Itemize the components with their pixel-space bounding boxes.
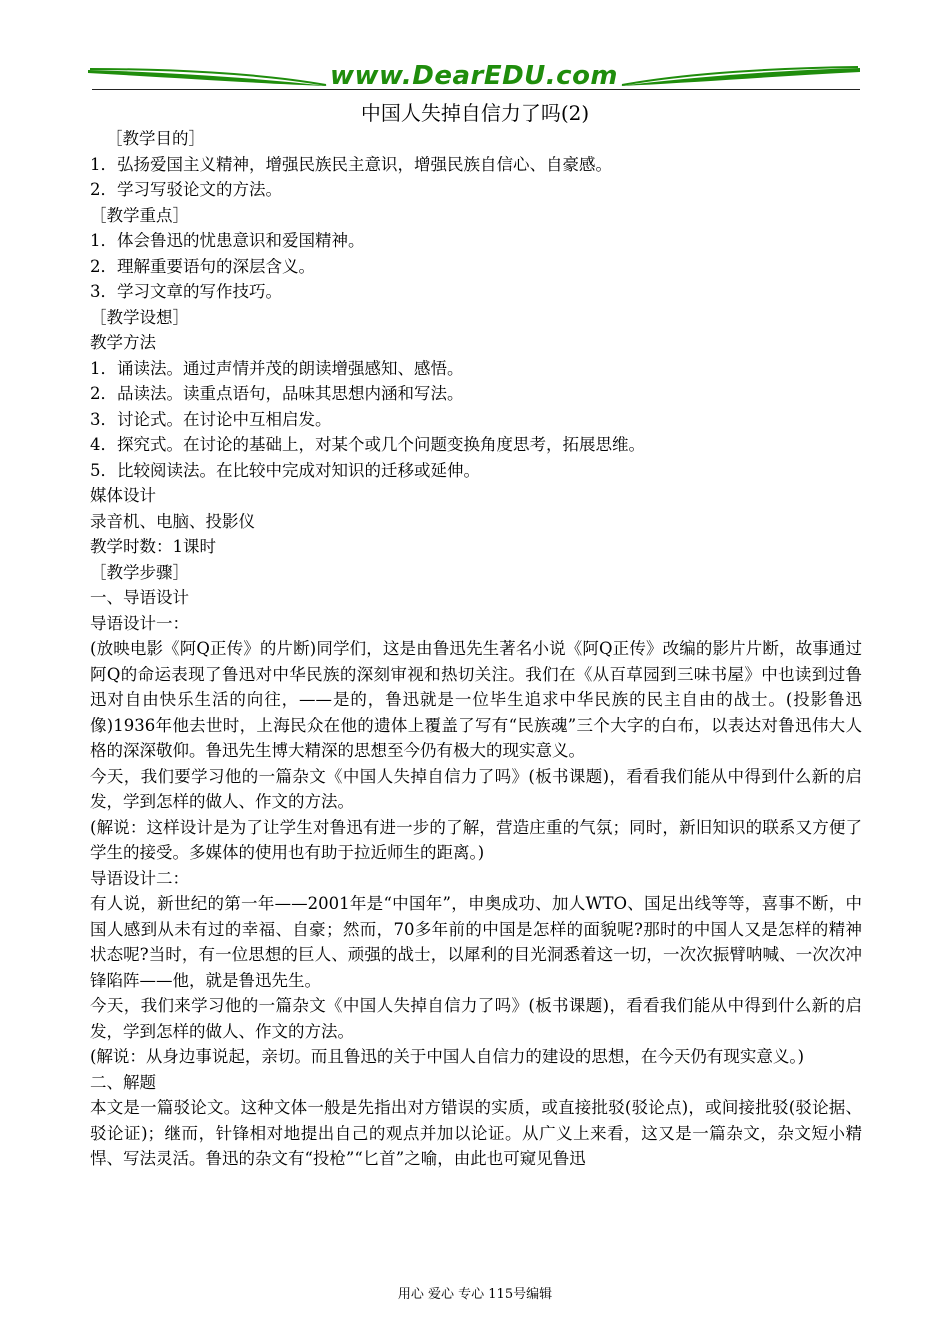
paragraph: 二、解题 [90, 1072, 156, 1092]
paragraph: 1．弘扬爱国主义精神，增强民族民主意识，增强民族自信心、自豪感。 [90, 154, 612, 174]
paragraph: 今天，我们来学习他的一篇杂文《中国人失掉自信力了吗》(板书课题)，看看我们能从中得到什么新的启发，学到怎样的做人、作文的方法。 [90, 996, 862, 1041]
section-heading: ［教学重点］ [90, 205, 189, 225]
paragraph: 5．比较阅读法。在比较中完成对知识的迁移或延伸。 [90, 460, 480, 480]
paragraph: 2．学习写驳论文的方法。 [90, 180, 282, 199]
paragraph: 媒体设计 [90, 486, 156, 505]
page-footer: 用心 爱心 专心 115号编辑 [397, 1287, 553, 1302]
paragraph: 2．理解重要语句的深层含义。 [90, 256, 315, 276]
paragraph: 2．品读法。读重点语句，品味其思想内涵和写法。 [90, 384, 464, 403]
section-heading: ［教学目的］ [106, 129, 205, 148]
paragraph: 录音机、电脑、投影仪 [90, 511, 255, 531]
section-heading: ［教学步骤］ [90, 562, 189, 582]
document-title: 中国人失掉自信力了吗(2) [360, 101, 590, 125]
paragraph: 今天，我们要学习他的一篇杂文《中国人失掉自信力了吗》(板书课题)，看看我们能从中得到什么新的启发，学到怎样的做人、作文的方法。 [90, 766, 862, 811]
site-name: www.DearEDU.com [329, 61, 619, 91]
section-heading: ［教学设想］ [90, 307, 189, 327]
paragraph: 导语设计一： [90, 613, 189, 633]
header-divider [92, 89, 860, 90]
paragraph: 导语设计二： [90, 868, 189, 888]
paragraph: 教学方法 [90, 333, 156, 352]
paragraph: 有人说，新世纪的第一年——2001年是“中国年”，申奥成功、加人WTO、国足出线等等，喜事不断，中国人感到从未有过的幸福、自豪；然而，70多年前的中国是怎样的面貌呢?那时的中国人又是怎样的精神状态呢?当时，有一位思想的巨人、顽强的战士，以犀利的目光洞悉着这一切，一次次振臂呐喊、一次次冲锋陷阵——他，就是鲁迅先生。 [90, 894, 862, 990]
paragraph: (解说：这样设计是为了让学生对鲁迅有进一步的了解，营造庄重的气氛；同时，新旧知识的联系又方便了学生的接受。多媒体的使用也有助于拉近师生的距离。) [90, 817, 862, 862]
paragraph: 4．探究式。在讨论的基础上，对某个或几个问题变换角度思考，拓展思维。 [90, 435, 645, 454]
paragraph: 3．讨论式。在讨论中互相启发。 [90, 409, 332, 429]
site-header-banner [88, 60, 860, 96]
paragraph: 一、导语设计 [90, 588, 189, 607]
document-body [90, 126, 862, 1172]
paragraph: 教学时数：1课时 [90, 537, 216, 556]
paragraph: 1．体会鲁迅的忧患意识和爱国精神。 [90, 231, 365, 250]
paragraph: (放映电影《阿Q正传》的片断)同学们，这是由鲁迅先生著名小说《阿Q正传》改编的影片片断，故事通过阿Q的命运表现了鲁迅对中华民族的深刻审视和热切关注。我们在《从百草园到三味书屋》中也读到过鲁迅对自由快乐生活的向往，——是的，鲁迅就是一位毕生追求中华民族的民主自由的战士。(投影鲁迅像)1936年他去世时，上海民众在他的遗体上覆盖了写有“民族魂”三个大字的白布，以表达对鲁迅伟大人格的深深敬仰。鲁迅先生博大精深的思想至今仍有极大的现实意义。 [90, 639, 862, 760]
paragraph: (解说：从身边事说起，亲切。而且鲁迅的关于中国人自信力的建设的思想，在今天仍有现实意义。) [90, 1047, 805, 1066]
paragraph: 1．诵读法。通过声情并茂的朗读增强感知、感悟。 [90, 358, 464, 378]
paragraph: 3．学习文章的写作技巧。 [90, 282, 282, 301]
paragraph: 本文是一篇驳论文。这种文体一般是先指出对方错误的实质，或直接批驳(驳论点)，或间接批驳(驳论据、驳论证)；继而，针锋相对地提出自己的观点并加以论证。从广义上来看，这又是一篇杂文，杂文短小精悍、写法灵活。鲁迅的杂文有“投枪”“匕首”之喻，由此也可窥见鲁迅 [90, 1098, 862, 1168]
